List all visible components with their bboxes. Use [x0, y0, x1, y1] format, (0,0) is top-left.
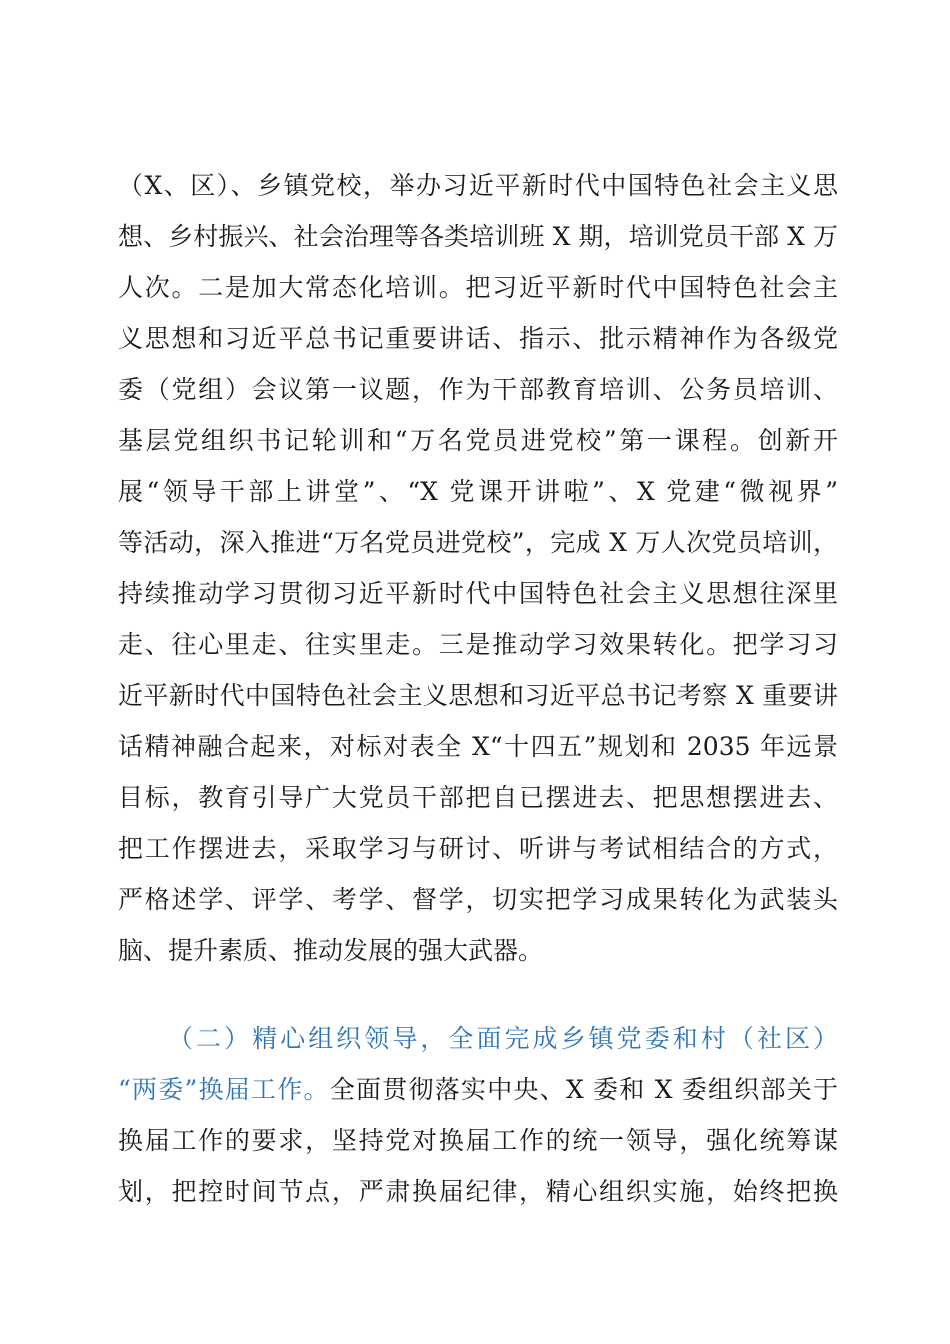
text-line: 严格述学、评学、考学、督学，切实把学习成果转化为武装头	[118, 885, 838, 914]
text-line	[118, 1064, 838, 1115]
text-line: （X、区）、乡镇党校，举办习近平新时代中国特色社会主义思	[118, 171, 838, 200]
text-line: 话精神融合起来，对标对表全 X“十四五”规划和 2035 年远景	[118, 732, 838, 761]
text-line: 脑、提升素质、推动发展的强大武器。	[118, 936, 544, 965]
text-line: 想、乡村振兴、社会治理等各类培训班 X 期，培训党员干部 X 万	[118, 222, 838, 251]
text-line: 换届工作的要求，坚持党对换届工作的统一领导，强化统筹谋	[118, 1126, 838, 1155]
text-fragment: 全面贯彻落实中央、X 委和 X 委组织部关于	[329, 1075, 838, 1104]
paragraph-election	[118, 1013, 838, 1217]
text-line: 等活动，深入推进“万名党员进党校”，完成 X 万人次党员培训，	[118, 528, 838, 557]
text-line: 义思想和习近平总书记重要讲话、指示、批示精神作为各级党	[118, 324, 838, 353]
text-line: 委（党组）会议第一议题，作为干部教育培训、公务员培训、	[118, 375, 838, 404]
text-line: 展“领导干部上讲堂”、“X 党课开讲啦”、X 党建“微视界”	[118, 477, 838, 506]
text-line: 目标，教育引导广大党员干部把自已摆进去、把思想摆进去、	[118, 783, 838, 812]
text-line: 把工作摆进去，采取学习与研讨、听讲与考试相结合的方式，	[118, 834, 838, 863]
section-heading: （二）精心组织领导，全面完成乡镇党委和村（社区）	[168, 1024, 838, 1053]
text-line: 人次。二是加大常态化培训。把习近平新时代中国特色社会主	[118, 273, 838, 302]
text-line: 持续推动学习贯彻习近平新时代中国特色社会主义思想往深里	[118, 579, 838, 608]
text-line: 近平新时代中国特色社会主义思想和习近平总书记考察 X 重要讲	[118, 681, 838, 710]
section-heading-continuation: “两委”换届工作。	[118, 1075, 330, 1104]
text-line: 划，把控时间节点，严肃换届纪律，精心组织实施，始终把换	[118, 1177, 838, 1206]
document-body	[118, 160, 838, 1217]
text-line: 基层党组织书记轮训和“万名党员进党校”第一课程。创新开	[118, 426, 838, 455]
paragraph-training	[118, 160, 838, 976]
paragraph-spacer	[118, 976, 838, 1013]
text-line: 走、往心里走、往实里走。三是推动学习效果转化。把学习习	[118, 630, 838, 659]
